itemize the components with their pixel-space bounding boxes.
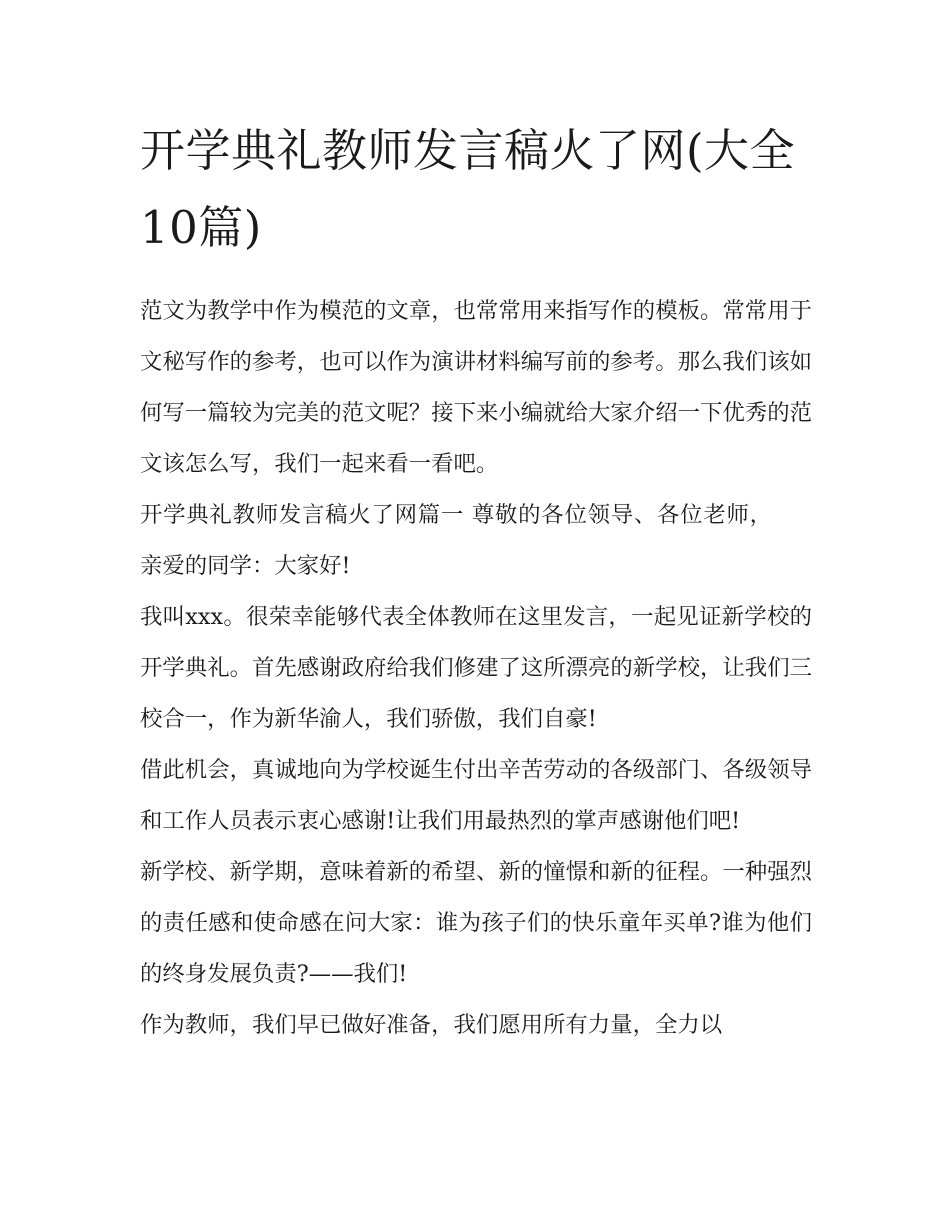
document-title: 开学典礼教师发言稿火了网(大全10篇) [140,124,796,254]
paragraph-introduction: 我叫xxx。很荣幸能够代表全体教师在这里发言，一起见证新学校的开学典礼。首先感谢政府给我们修建了这所漂亮的新学校，让我们三校合一，作为新华渝人，我们骄傲，我们自豪! [140,604,812,732]
document-body [140,112,812,1051]
paragraph-thanks: 借此机会，真诚地向为学校诞生付出辛苦劳动的各级部门、各级领导和工作人员表示衷心感谢!让我们用最热烈的掌声感谢他们吧! [140,757,812,834]
paragraph-greeting: 开学典礼教师发言稿火了网篇一 尊敬的各位领导、各位老师，亲爱的同学：大家好! [140,502,772,579]
paragraph-new-school: 新学校、新学期，意味着新的希望、新的憧憬和新的征程。一种强烈的责任感和使命感在问大家：谁为孩子们的快乐童年买单?谁为他们的终身发展负责?——我们! [140,859,812,987]
paragraph-intro: 范文为教学中作为模范的文章，也常常用来指写作的模板。常常用于文秘写作的参考，也可以作为演讲材料编写前的参考。那么我们该如何写一篇较为完美的范文呢？接下来小编就给大家介绍一下优秀的范文该怎么写，我们一起来看一看吧。 [140,298,812,477]
paragraph-teachers: 作为教师，我们早已做好准备，我们愿用所有力量，全力以 [140,1012,723,1038]
